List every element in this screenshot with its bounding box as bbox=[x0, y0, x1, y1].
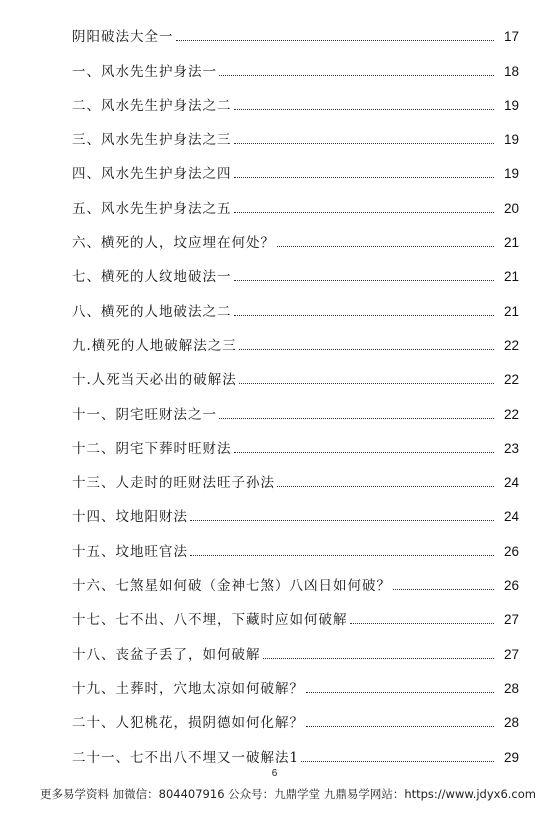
toc-entry bbox=[72, 117, 519, 151]
toc-entry-page: 24 bbox=[503, 509, 519, 525]
toc-entry bbox=[72, 528, 519, 562]
toc-entry-page: 22 bbox=[503, 406, 519, 422]
toc-entry-page: 22 bbox=[503, 372, 519, 388]
toc-entry bbox=[72, 494, 519, 528]
toc-entry-title: 六、横死的人，坟应埋在何处？ bbox=[72, 235, 275, 252]
toc-dot-leader bbox=[234, 109, 495, 110]
toc-entry bbox=[72, 220, 519, 254]
toc-entry-title: 十六、七煞星如何破（金神七煞）八凶日如何破？ bbox=[72, 578, 391, 595]
toc-dot-leader bbox=[277, 486, 494, 487]
toc-entry-title: 十七、七不出、八不埋，下藏时应如何破解 bbox=[72, 612, 348, 629]
toc-entry-title: 二十、人犯桃花，损阴德如何化解？ bbox=[72, 715, 304, 732]
toc-entry-page: 20 bbox=[503, 200, 519, 216]
toc-entry-title: 三、风水先生护身法之三 bbox=[72, 132, 232, 149]
toc-dot-leader bbox=[234, 280, 495, 281]
toc-entry bbox=[72, 460, 519, 494]
toc-entry-page: 28 bbox=[503, 680, 519, 696]
toc-entry-title: 七、横死的人纹地破法一 bbox=[72, 269, 232, 286]
toc-entry-page: 19 bbox=[503, 97, 519, 113]
toc-dot-leader bbox=[306, 726, 494, 727]
toc-dot-leader bbox=[234, 177, 495, 178]
toc-dot-leader bbox=[393, 589, 494, 590]
toc-dot-leader bbox=[277, 246, 494, 247]
toc-entry-title: 九.横死的人地破解法之三 bbox=[72, 337, 237, 354]
toc-entry-title: 十.人死当天必出的破解法 bbox=[72, 372, 237, 389]
toc-entry-title: 十五、坟地旺官法 bbox=[72, 543, 188, 560]
toc-entry bbox=[72, 597, 519, 631]
toc-entry-page: 28 bbox=[503, 715, 519, 731]
toc-entry bbox=[72, 631, 519, 665]
toc-dot-leader bbox=[219, 418, 494, 419]
toc-entry-title: 十四、坟地阳财法 bbox=[72, 509, 188, 526]
toc-dot-leader bbox=[176, 40, 495, 41]
toc-entry-page: 27 bbox=[503, 646, 519, 662]
toc-entry bbox=[72, 391, 519, 425]
toc-dot-leader bbox=[239, 383, 494, 384]
toc-entry bbox=[72, 734, 519, 768]
toc-dot-leader bbox=[190, 520, 494, 521]
toc-entry bbox=[72, 700, 519, 734]
toc-dot-leader bbox=[190, 555, 494, 556]
toc-dot-leader bbox=[301, 761, 494, 762]
toc-dot-leader bbox=[263, 658, 495, 659]
footer-note: 更多易学资料 加微信：804407916 公众号：九鼎学堂 九鼎易学网站：https://www.jdyx6.com bbox=[40, 787, 536, 801]
toc-entry bbox=[72, 323, 519, 357]
toc-entry-page: 21 bbox=[503, 235, 519, 251]
toc-entry-page: 23 bbox=[503, 440, 519, 456]
toc-dot-leader bbox=[350, 623, 495, 624]
toc-entry-title: 八、横死的人地破法之二 bbox=[72, 303, 232, 320]
toc-entry-page: 26 bbox=[503, 578, 519, 594]
toc-entry-page: 27 bbox=[503, 612, 519, 628]
toc-entry bbox=[72, 357, 519, 391]
toc-entry-title: 十二、阴宅下葬时旺财法 bbox=[72, 440, 232, 457]
toc-dot-leader bbox=[234, 452, 495, 453]
toc-dot-leader bbox=[234, 143, 495, 144]
toc-entry-title: 二、风水先生护身法之二 bbox=[72, 97, 232, 114]
toc-entry-title: 四、风水先生护身法之四 bbox=[72, 166, 232, 183]
toc-entry bbox=[72, 426, 519, 460]
toc-entry-page: 17 bbox=[503, 29, 519, 45]
toc-entry-page: 24 bbox=[503, 475, 519, 491]
toc-entry-title: 五、风水先生护身法之五 bbox=[72, 200, 232, 217]
toc-entry-page: 21 bbox=[503, 269, 519, 285]
toc-entry bbox=[72, 254, 519, 288]
toc-entry bbox=[72, 14, 519, 48]
toc-entry-title: 二十一、七不出八不埋又一破解法1 bbox=[72, 749, 300, 766]
toc-entry-page: 21 bbox=[503, 303, 519, 319]
toc-entry-title: 十三、人走时的旺财法旺子孙法 bbox=[72, 475, 275, 492]
toc-entry bbox=[72, 48, 519, 82]
toc-entry-page: 18 bbox=[503, 63, 519, 79]
toc-entry-page: 19 bbox=[503, 166, 519, 182]
toc-dot-leader bbox=[219, 75, 494, 76]
toc-entry-page: 19 bbox=[503, 132, 519, 148]
toc-dot-leader bbox=[306, 692, 494, 693]
toc-dot-leader bbox=[234, 212, 495, 213]
toc-entry-title: 阴阳破法大全一 bbox=[72, 29, 174, 46]
toc-entry-page: 26 bbox=[503, 543, 519, 559]
toc-entry-title: 十一、阴宅旺财法之一 bbox=[72, 406, 217, 423]
toc-dot-leader bbox=[239, 349, 494, 350]
page-number: 6 bbox=[271, 768, 278, 779]
toc-entry bbox=[72, 185, 519, 219]
table-of-contents bbox=[72, 14, 519, 769]
toc-entry bbox=[72, 563, 519, 597]
toc-dot-leader bbox=[234, 315, 495, 316]
toc-entry-page: 29 bbox=[503, 749, 519, 765]
toc-entry bbox=[72, 288, 519, 322]
toc-entry-page: 22 bbox=[503, 337, 519, 353]
toc-entry-title: 一、风水先生护身法一 bbox=[72, 63, 217, 80]
toc-entry bbox=[72, 666, 519, 700]
toc-entry bbox=[72, 151, 519, 185]
toc-entry-title: 十九、土葬时，穴地太凉如何破解？ bbox=[72, 680, 304, 697]
toc-entry-title: 十八、丧盆子丢了，如何破解 bbox=[72, 646, 261, 663]
toc-entry bbox=[72, 83, 519, 117]
